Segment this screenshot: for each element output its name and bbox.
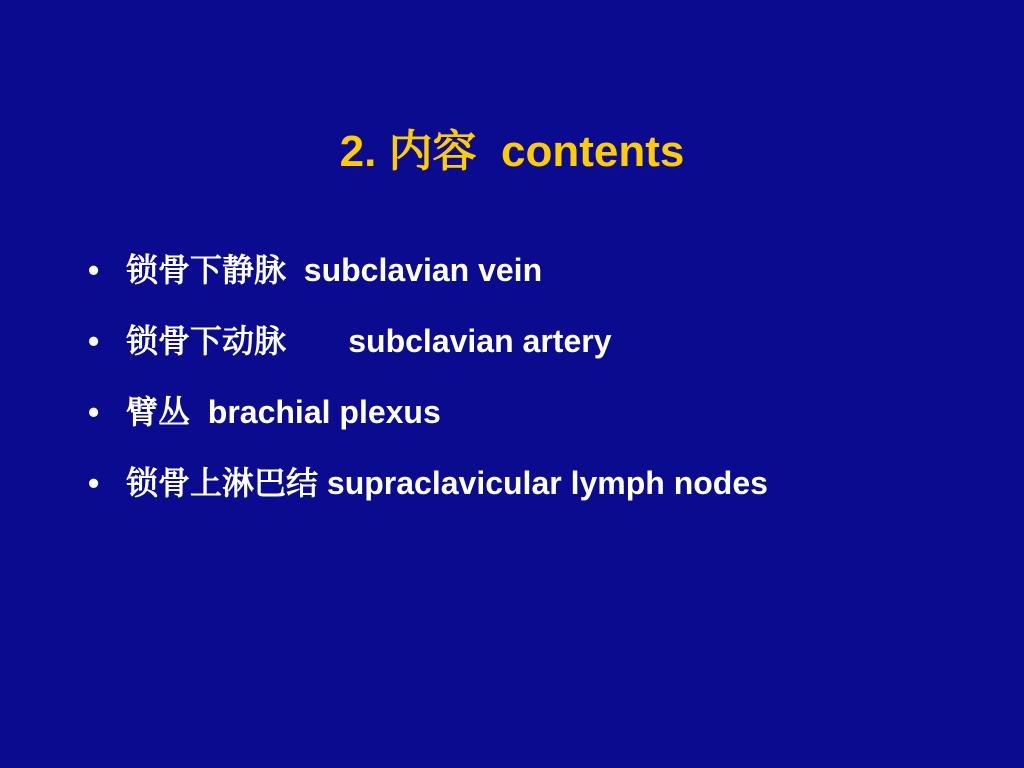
list-item [88,456,768,527]
bullet-list [88,243,768,527]
list-item [88,314,612,385]
list-item-text: 锁骨上淋巴结 supraclavicular lymph nodes [126,465,768,501]
list-item-text: 臂丛 brachial plexus [126,394,441,430]
list-item-text: 锁骨下动脉 subclavian artery [126,323,612,359]
bullet-icon: • [88,465,100,501]
bullet-icon: • [88,394,100,430]
list-item [88,243,543,314]
list-item [88,385,441,456]
slide-title: 2. 内容 contents [339,127,685,176]
list-item-text: 锁骨下静脉 subclavian vein [126,252,543,288]
bullet-icon: • [88,252,100,288]
bullet-icon: • [88,323,100,359]
